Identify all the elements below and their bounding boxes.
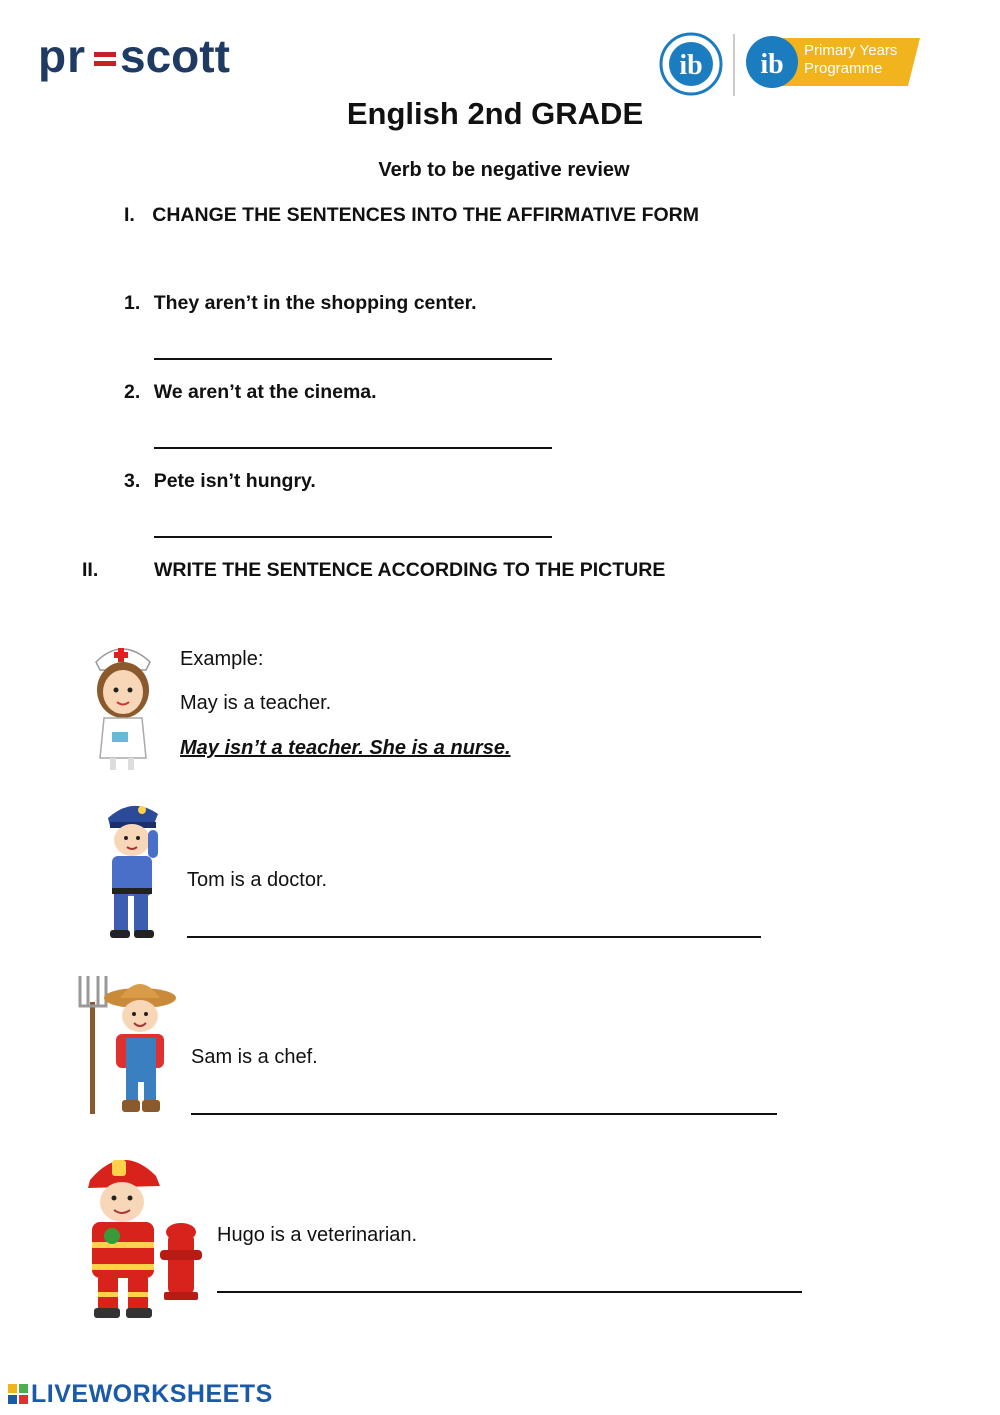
section1-title: CHANGE THE SENTENCES INTO THE AFFIRMATIVE FORM	[152, 204, 699, 226]
question-1: 1. They aren’t in the shopping center.	[124, 292, 477, 314]
nurse-icon	[86, 640, 158, 772]
answer-input-3[interactable]	[156, 512, 550, 534]
svg-text:scott: scott	[120, 30, 230, 82]
answer-line-3	[154, 536, 552, 538]
ib-pyp-logo	[658, 30, 924, 98]
section2-number: II.	[82, 559, 99, 581]
question-3: 3. Pete isn’t hungry.	[124, 470, 316, 492]
liveworksheets-text: LIVEWORKSHEETS	[31, 1380, 273, 1408]
example-answer: May isn’t a teacher. She is a nurse.	[180, 737, 511, 759]
liveworksheets-logo	[8, 1380, 298, 1410]
example-sentence: May is a teacher.	[180, 692, 332, 714]
page-title: English 2nd GRADE	[346, 96, 644, 131]
section2-title: WRITE THE SENTENCE ACCORDING TO THE PICTURE	[154, 559, 666, 581]
item-1-sentence: Tom is a doctor.	[187, 869, 328, 891]
pyp-label: Primary Years Programme	[804, 42, 898, 77]
item-1-answer-line	[187, 936, 761, 938]
svg-text:ib: ib	[760, 49, 784, 80]
svg-text:ib: ib	[679, 50, 703, 81]
question-2: 2. We aren’t at the cinema.	[124, 381, 377, 403]
item-2-sentence: Sam is a chef.	[191, 1046, 318, 1068]
svg-text:pr: pr	[38, 30, 86, 82]
item-3-answer-line	[217, 1291, 802, 1293]
answer-input-1[interactable]	[156, 334, 550, 356]
item-2-answer-line	[191, 1113, 777, 1115]
section1-number: I.	[124, 204, 135, 226]
section2-heading	[82, 559, 666, 582]
answer-input-2[interactable]	[156, 423, 550, 445]
firefighter-icon	[82, 1146, 206, 1322]
example-label: Example:	[180, 648, 264, 670]
answer-line-2	[154, 447, 552, 449]
item-3-sentence: Hugo is a veterinarian.	[217, 1224, 418, 1246]
page-subtitle: Verb to be negative review	[378, 159, 630, 181]
section1-heading	[124, 204, 699, 227]
answer-line-1	[154, 358, 552, 360]
item-2-answer-input[interactable]	[193, 1089, 775, 1111]
farmer-icon	[76, 972, 178, 1116]
police-officer-icon	[98, 796, 164, 942]
item-3-answer-input[interactable]	[219, 1267, 800, 1289]
item-1-answer-input[interactable]	[189, 912, 759, 934]
prescott-logo	[36, 30, 236, 86]
